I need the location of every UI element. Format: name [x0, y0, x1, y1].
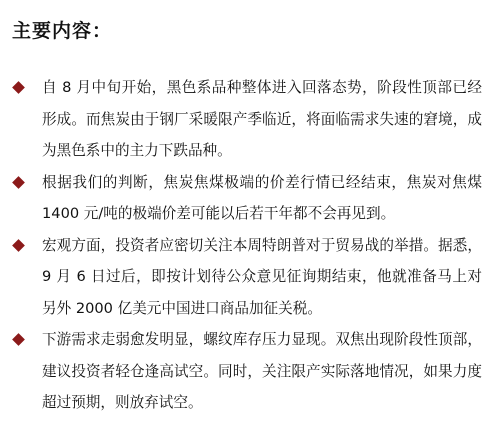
bullet-text: 宏观方面，投资者应密切关注本周特朗普对于贸易战的举措。据悉， 9 月 6 日过后，即按计划待公众意见征询期结束，他就准备马上对另外 2000 亿美元中国进口商品加征关税。: [42, 236, 482, 317]
section-heading: 主要内容：: [12, 20, 113, 42]
bullet-text: 根据我们的判断，焦炭焦煤极端的价差行情已经结束，焦炭对焦煤 1400 元/吨的极端价差可能以后若干年都不会再见到。: [42, 173, 482, 222]
diamond-bullet-icon: [12, 239, 25, 252]
bullet-item-2: [0, 167, 490, 230]
diamond-bullet-icon: [12, 333, 25, 346]
bullet-list: [0, 72, 490, 419]
bullet-text: 自 8 月中旬开始，黑色系品种整体进入回落态势，阶段性顶部已经形成。而焦炭由于钢厂采暖限产季临近，将面临需求失速的窘境，成为黑色系中的主力下跌品种。: [42, 79, 482, 159]
diamond-bullet-icon: [12, 176, 25, 189]
bullet-item-1: [0, 72, 490, 167]
bullet-item-4: [0, 324, 490, 419]
diamond-bullet-icon: [12, 81, 25, 94]
bullet-text: 下游需求走弱愈发明显，螺纹库存压力显现。双焦出现阶段性顶部，建议投资者轻仓逢高试空。同时，关注限产实际落地情况，如果力度超过预期，则放弃试空。: [42, 331, 482, 411]
bullet-item-3: [0, 230, 490, 325]
